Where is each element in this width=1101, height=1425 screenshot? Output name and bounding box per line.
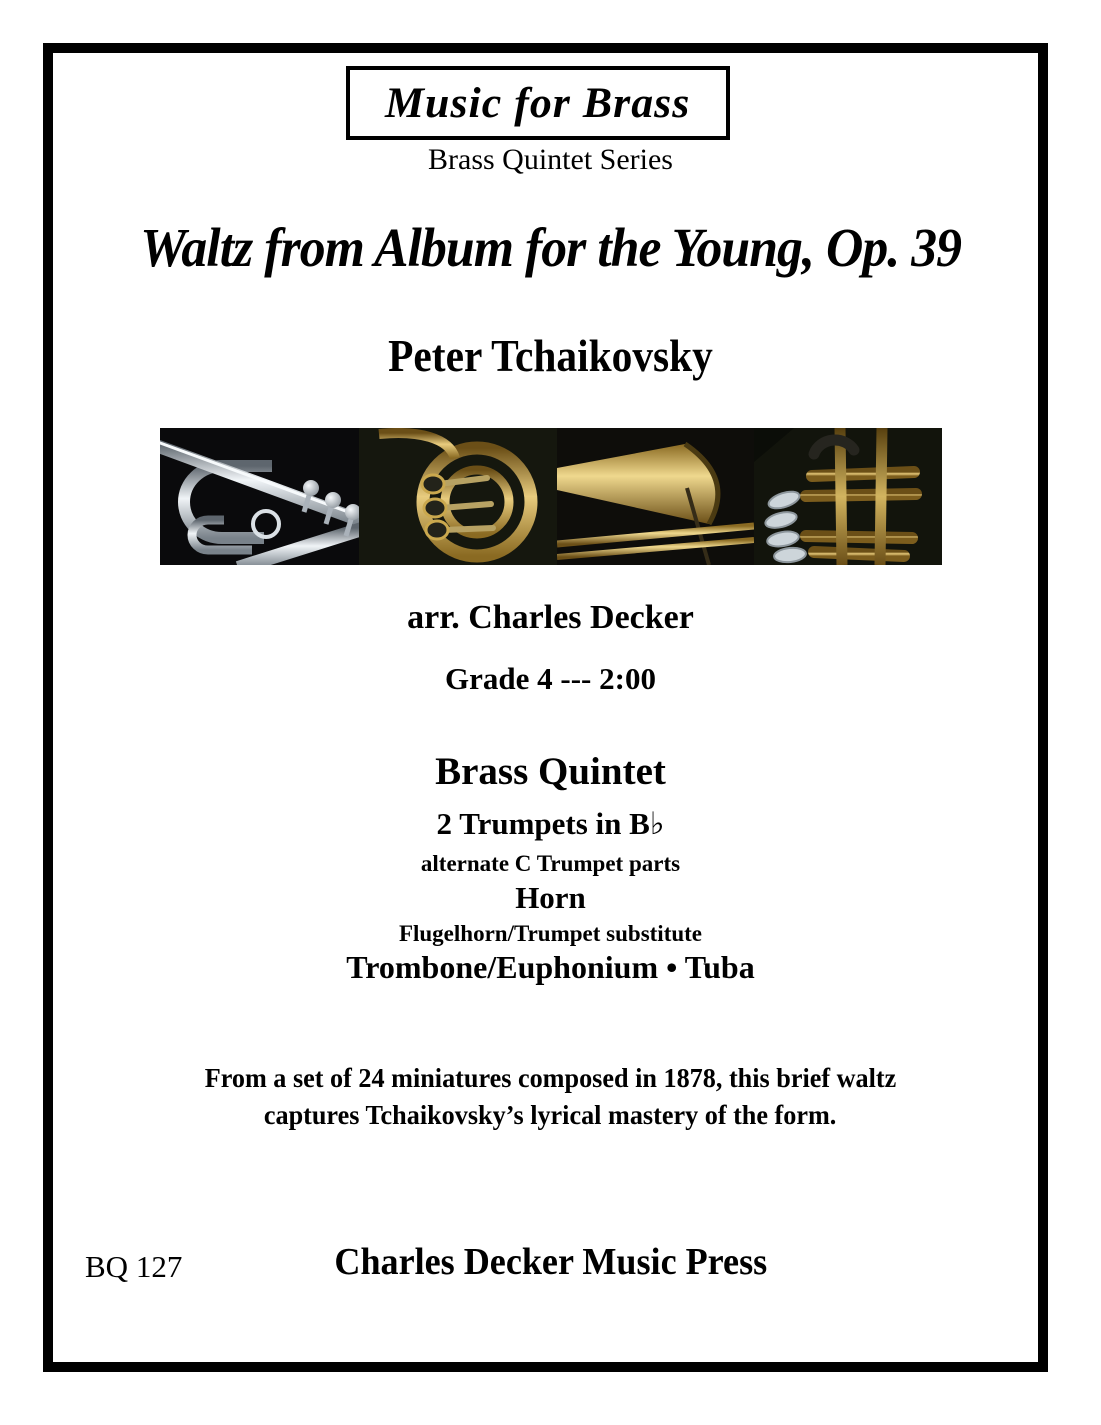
french-horn-photo [359,428,557,565]
instrument-photo-strip [160,428,942,565]
instrumentation-alternate-trumpet: alternate C Trumpet parts [420,851,681,876]
instrumentation-trumpets: 2 Trumpets in B♭ [436,806,665,841]
tuba-photo [754,428,942,565]
arranger-credit: arr. Charles Decker [407,599,694,636]
work-title-text: Waltz from Album for the Young, Op. 39 [140,217,961,278]
composer-name [0,330,1101,382]
publisher-name [0,1240,1101,1284]
instrumentation-horn: Horn [515,880,586,915]
catalog-number: BQ 127 [85,1249,183,1284]
work-title [0,216,1101,279]
trumpet-photo [160,428,359,565]
brand-label: Music for Brass [385,79,691,127]
trombone-photo [557,428,754,565]
grade-duration: Grade 4 --- 2:00 [445,661,656,696]
instrumentation-flugelhorn-substitute: Flugelhorn/Trumpet substitute [398,921,703,946]
work-description-line2: captures Tchaikovsky’s lyrical mastery of the form. [264,1100,837,1130]
work-description [0,1060,1101,1134]
composer-name-text: Peter Tchaikovsky [388,331,713,381]
instrumentation-low-brass: Trombone/Euphonium • Tuba [346,949,755,985]
brand-box [346,66,730,140]
publisher-name-text: Charles Decker Music Press [334,1241,767,1283]
work-description-line1: From a set of 24 miniatures composed in 1878, this brief waltz [204,1063,897,1093]
instrumentation-heading: Brass Quintet [435,750,666,793]
series-subtitle: Brass Quintet Series [428,143,673,176]
